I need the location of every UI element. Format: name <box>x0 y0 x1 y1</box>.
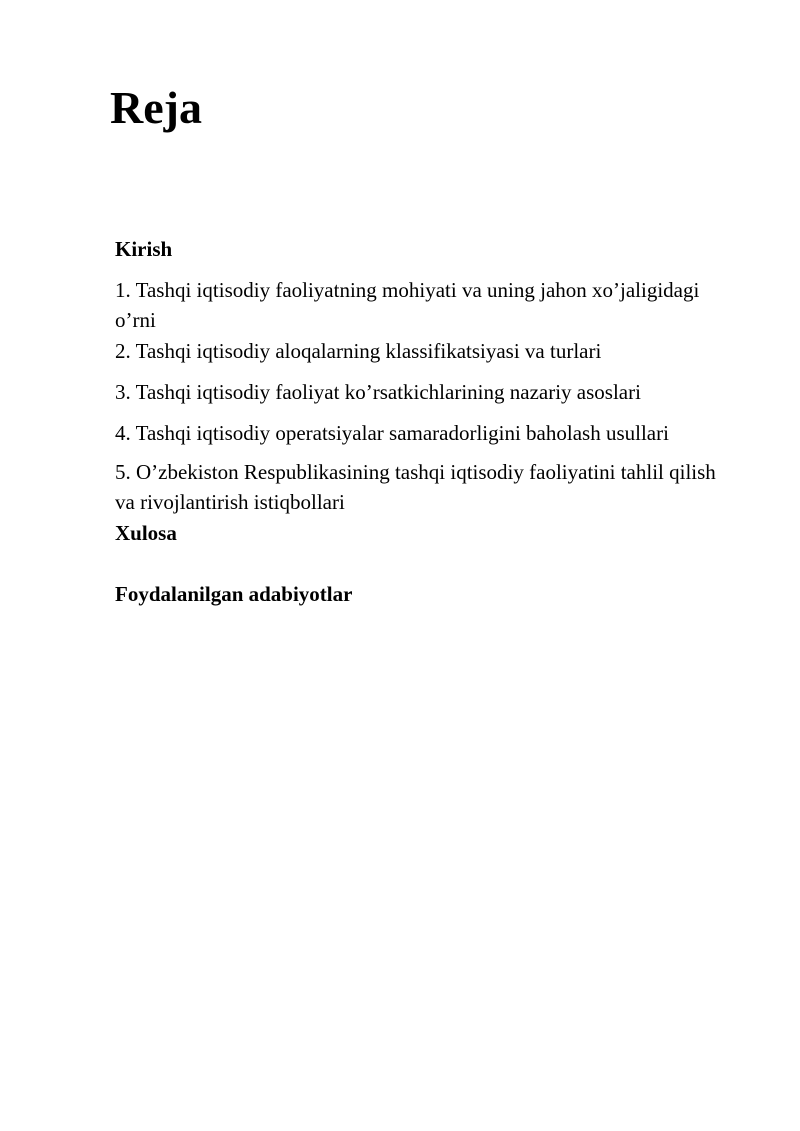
page-title: Reja <box>110 82 202 133</box>
section-references: Foydalanilgan adabiyotlar <box>115 582 353 606</box>
section-intro: Kirish <box>115 237 173 261</box>
section-conclusion: Xulosa <box>115 521 177 545</box>
plan-item-1: 1. Tashqi iqtisodiy faoliyatning mohiyati va uning jahon xo’jaligidagi o’rni <box>115 278 700 332</box>
plan-item-4: 4. Tashqi iqtisodiy operatsiyalar samaradorligini baholash usullari <box>115 421 669 445</box>
plan-item-5: 5. O’zbekiston Respublikasining tashqi iqtisodiy faoliyatini tahlil qilish va rivojlantirish istiqbollari <box>115 460 716 514</box>
plan-item-3: 3. Tashqi iqtisodiy faoliyat ko’rsatkichlarining nazariy asoslari <box>115 380 641 404</box>
plan-item-2: 2. Tashqi iqtisodiy aloqalarning klassifikatsiyasi va turlari <box>115 339 602 363</box>
